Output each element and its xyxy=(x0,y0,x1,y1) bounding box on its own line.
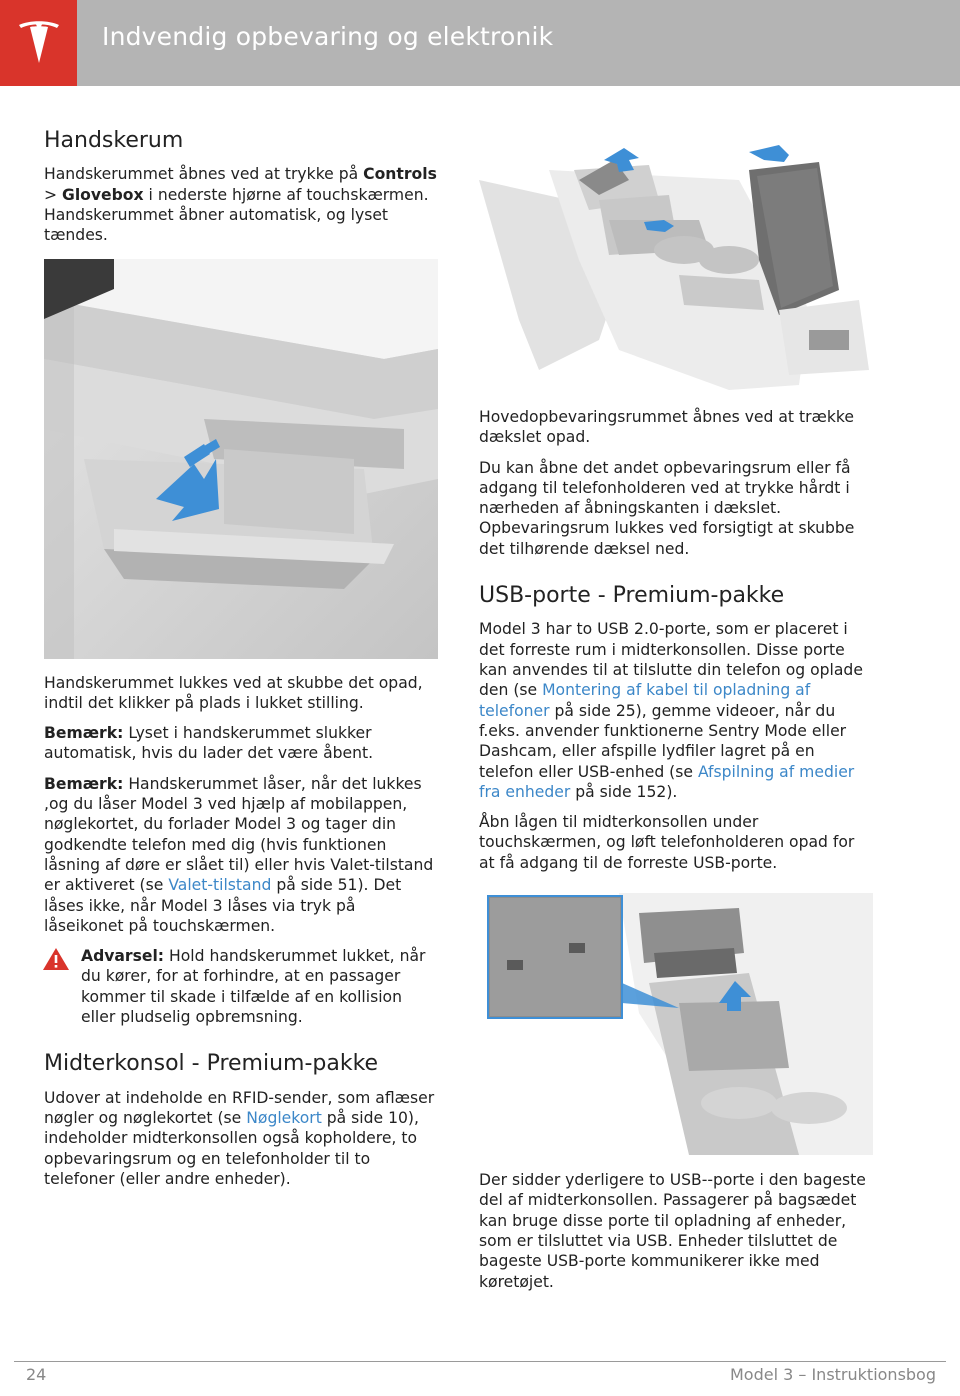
usb-text-3: på side 152). xyxy=(570,782,678,801)
note-lock xyxy=(44,774,439,936)
console-text-2: på side 10), indeholder midterkonsollen også kopholdere, to opbevaringsrum og en telefonholder til to telefoner (eller andre enheder). xyxy=(44,1109,419,1188)
charging-cable-link[interactable]: Montering af kabel til opladning af telefoner xyxy=(479,681,811,720)
header-title: Indvendig opbevaring og elektronik xyxy=(102,22,554,51)
tesla-logo-icon xyxy=(17,19,61,67)
page-header xyxy=(0,0,960,86)
valet-mode-link[interactable]: Valet-tilstand xyxy=(168,876,272,895)
warning-icon xyxy=(42,947,70,971)
note-text: Lyset i handskerummet slukker automatisk, hvis du lader det være åbent. xyxy=(44,724,374,763)
storage-phone-text: Du kan åbne det andet opbevaringsrum eller få adgang til telefonholderen ved at trykke hårdt i nærheden af åbningskanten i dækslet. Opbevaringsrum lukkes ved forsigtigt at skubbe det tilhørende dæksel ned. xyxy=(479,458,855,558)
warning-box xyxy=(44,946,439,1027)
media-playback-link[interactable]: Afspilning af medier fra enheder xyxy=(479,762,855,801)
menu-separator: > xyxy=(44,185,63,204)
lift-arrow-icon xyxy=(749,145,789,162)
usb-text-2: på side 25), gemme videoer, når du f.eks. anvender funktionerne Sentry Mode eller Dashcam, eller afspille lydfiler lagret på en telefon eller USB-enhed (se xyxy=(479,701,847,781)
right-column xyxy=(479,140,874,1302)
footer-divider xyxy=(14,1361,946,1362)
usb-text xyxy=(479,619,874,802)
warning-body: Hold handskerummet lukket, når du kører, for at forhindre, at en passager kommer til skade i tilfælde af en kollision eller pludselig opbremsning. xyxy=(81,947,426,1027)
warning-text xyxy=(70,946,439,1027)
glovebox-intro-text-2: i nederste hjørne af touchskærmen. Handskerummet åbner automatisk, og lyset tændes. xyxy=(44,185,429,245)
left-column xyxy=(44,128,439,1199)
warning-label: Advarsel: xyxy=(81,947,165,966)
key-card-link[interactable]: Nøglekort xyxy=(246,1109,322,1128)
usb-open-text: Åbn lågen til midterkonsollen under touchskærmen, og løft telefonholderen opad for at få adgang til de forreste USB-porte. xyxy=(479,813,855,872)
rear-usb-text: Der sidder yderligere to USB--porte i den bageste del af midterkonsollen. Passagerer på bagsædet kan bruge disse porte til opladning af enheder, som er tilsluttet via USB. Enheder tilsluttet de bageste USB-porte kommunikerer ikke med køretøjet. xyxy=(479,1171,866,1291)
book-title: Model 3 – Instruktionsbog xyxy=(729,1365,936,1384)
console-heading: Midterkonsol - Premium-pakke xyxy=(44,1051,379,1077)
controls-label: Controls xyxy=(363,165,437,184)
console-text xyxy=(44,1088,439,1189)
glovebox-heading: Handskerum xyxy=(44,128,184,153)
note-label: Bemærk: xyxy=(44,724,124,743)
usb-heading: USB-porte - Premium-pakke xyxy=(479,583,785,609)
storage-open-text: Hovedopbevaringsrummet åbnes ved at trække dækslet opad. xyxy=(479,408,854,447)
note-text: Handskerummet låser, når det lukkes ,og du låser Model 3 ved hjælp af mobilappen, nøglekortet, du forlader Model 3 og tager din godkendte telefon med dig (hvis funktionen låsning af døre er slået til) eller hvis Valet-tilstand er aktiveret (se xyxy=(44,774,434,895)
glovebox-illustration xyxy=(44,259,438,659)
tesla-logo xyxy=(0,0,77,86)
console-text-1: Udover at indeholde en RFID-sender, som aflæser nøgler og nøglekortet (se xyxy=(44,1088,435,1128)
glovebox-intro-text: Handskerummet åbnes ved at trykke på xyxy=(44,165,364,184)
page-number: 24 xyxy=(26,1365,47,1384)
note-text-2: på side 51). Det låses ikke, når Model 3 låses via tryk på låseikonet på touchskærmen. xyxy=(44,876,402,935)
center-console-illustration xyxy=(479,140,874,392)
glovebox-close-text: Handskerummet lukkes ved at skubbe det opad, indtil det klikker på plads i lukket stilling. xyxy=(44,673,423,712)
note-label: Bemærk: xyxy=(44,774,124,793)
usb-text-1: Model 3 har to USB 2.0-porte, som er placeret i det forreste rum i midterkonsollen. Disse porte kan anvendes til at tilslutte din telefon og oplade den (se xyxy=(479,620,863,700)
glovebox-label: Glovebox xyxy=(62,185,144,204)
usb-port-illustration xyxy=(479,893,873,1155)
note-light xyxy=(44,723,439,764)
glovebox-intro xyxy=(44,164,439,245)
